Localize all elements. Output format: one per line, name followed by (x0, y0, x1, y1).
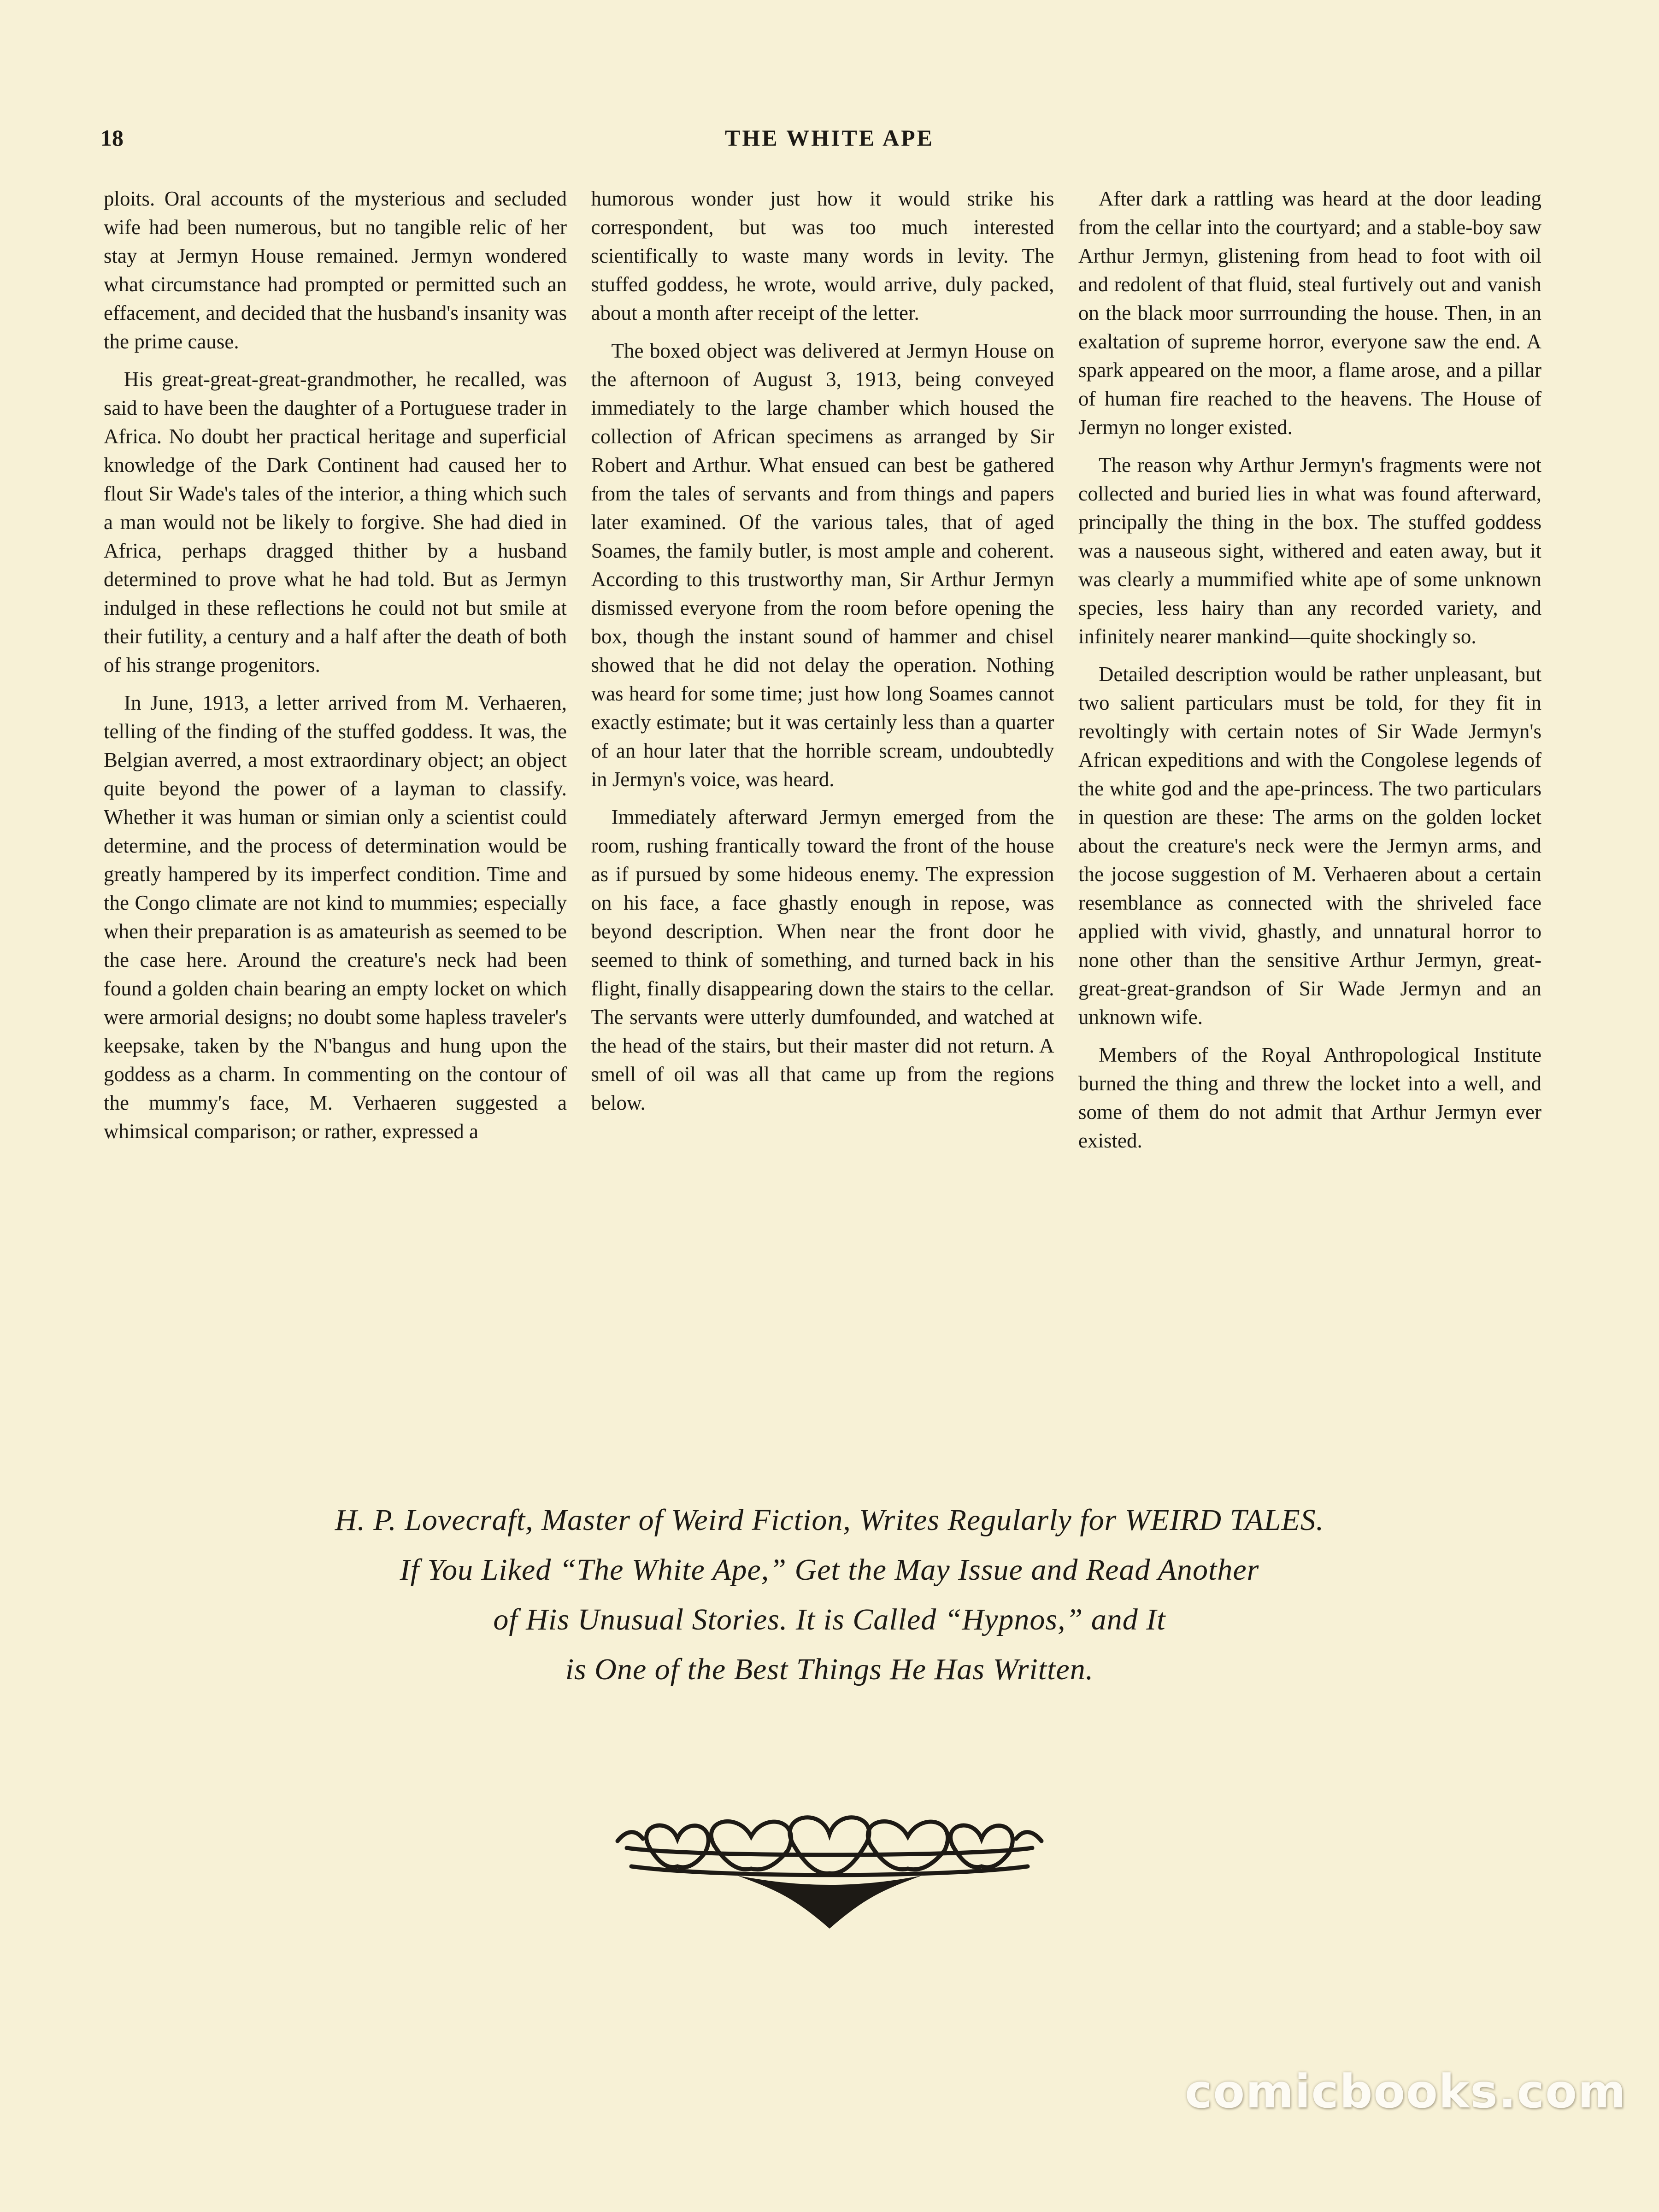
paragraph: Detailed description would be rather unpleasant, but two salient particulars must be told, for they fit in revoltingly with certain notes of Sir Wade Jermyn's African expeditions and with the Congolese legends of the white god and the ape-princess. The two particulars in question are these: The arms on the golden locket about the creature's neck were the Jermyn arms, and the jocose suggestion of M. Verhaeren about a certain resemblance as connected with the shriveled face applied with vivid, ghastly, and unnatural horror to none other than the sensitive Arthur Jermyn, great-great-great-grandson of Sir Wade Jermyn and an unknown wife. (1078, 663, 1541, 1029)
notice-line: is One of the Best Things He Has Written. (565, 1653, 1094, 1686)
notice-line: If You Liked “The White Ape,” Get the May Issue and Read Another (400, 1553, 1259, 1587)
notice-line: of His Unusual Stories. It is Called “Hypnos,” and It (493, 1603, 1166, 1636)
text-column-2 (591, 184, 1054, 1465)
paragraph: ploits. Oral accounts of the mysterious and secluded wife had been numerous, but no tangible relic of her stay at Jermyn House remained. Jermyn wondered what circumstance had prompted or permitted such an effacement, and decided that the husband's insanity was the prime cause. (104, 187, 567, 353)
paragraph: In June, 1913, a letter arrived from M. Verhaeren, telling of the finding of the stuffed goddess. It was, the Belgian averred, a most extraordinary object; an object quite beyond the power of a layman to classify. Whether it was human or simian only a scientist could determine, and the process of determination would be greatly hampered by its imperfect condition. Time and the Congo climate are not kind to mummies; especially when their preparation is as amateurish as seemed to be the case here. Around the creature's neck had been found a golden chain bearing an empty locket on which were armorial designs; no doubt some hapless traveler's keepsake, taken by the N'bangus and hung upon the goddess as a charm. In commenting on the contour of the mummy's face, M. Verhaeren suggested a whimsical comparison; or rather, expressed a (104, 691, 567, 1143)
paragraph: After dark a rattling was heard at the door leading from the cellar into the courtyard; and a stable-boy saw Arthur Jermyn, glistening from head to foot with oil and redolent of that fluid, steal furtively out and vanish on the black moor surrrounding the house. Then, in an exaltation of supreme horror, everyone saw the end. A spark appeared on the moor, a flame arose, and a pillar of human fire reached to the heavens. The House of Jermyn no longer existed. (1078, 187, 1541, 439)
watermark: comicbooks.com (1185, 2065, 1627, 2118)
text-column-1 (104, 184, 567, 1465)
running-title: THE WHITE APE (725, 125, 934, 151)
paragraph: Immediately afterward Jermyn emerged from the room, rushing frantically toward the front of the house as if pursued by some hideous enemy. The expression on his face, a face ghastly enough in repose, was beyond description. When near the front door he seemed to think of something, and turned back in his flight, finally disappearing down the stairs to the cellar. The servants were utterly dumfounded, and watched at the head of the stairs, but their master did not return. A smell of oil was all that came up from the regions below. (591, 806, 1054, 1114)
paragraph: humorous wonder just how it would strike his correspondent, but was too much interested scientifically to waste many words in levity. The stuffed goddess, he wrote, would arrive, duly packed, about a month after receipt of the letter. (591, 187, 1054, 324)
tailpiece-ornament-icon (599, 1797, 1060, 1936)
paragraph: The boxed object was delivered at Jermyn House on the afternoon of August 3, 1913, being conveyed immediately to the large chamber which housed the collection of African specimens as arranged by Sir Robert and Arthur. What ensued can best be gathered from the tales of servants and from things and papers later examined. Of the various tales, that of aged Soames, the family butler, is most ample and coherent. According to this trustworthy man, Sir Arthur Jermyn dismissed everyone from the room before opening the box, though the instant sound of hammer and chisel showed that he did not delay the operation. Nothing was heard for some time; just how long Soames cannot exactly estimate; but it was certainly less than a quarter of an hour later that the horrible scream, undoubtedly in Jermyn's voice, was heard. (591, 339, 1054, 791)
article-columns (104, 184, 1541, 1465)
author-notice (69, 1495, 1590, 1694)
page-number: 18 (100, 125, 124, 151)
paragraph: Members of the Royal Anthropological Institute burned the thing and threw the locket into a well, and some of them do not admit that Arthur Jermyn ever existed. (1078, 1043, 1541, 1152)
paragraph: The reason why Arthur Jermyn's fragments were not collected and buried lies in what was found afterward, principally the thing in the box. The stuffed goddess was a nauseous sight, withered and eaten away, but it was clearly a mummified white ape of some unknown species, less hairy than any recorded variety, and infinitely nearer mankind—quite shockingly so. (1078, 453, 1541, 648)
text-column-3 (1078, 184, 1541, 1465)
notice-line: H. P. Lovecraft, Master of Weird Fiction, Writes Regularly for WEIRD TALES. (335, 1503, 1324, 1537)
paragraph: His great-great-great-grandmother, he recalled, was said to have been the daughter of a Portuguese trader in Africa. No doubt her practical heritage and superficial knowledge of the Dark Continent had caused her to flout Sir Wade's tales of the interior, a thing which such a man would not be likely to forgive. She had died in Africa, perhaps dragged thither by a husband determined to prove what he had told. But as Jermyn indulged in these reflections he could not but smile at their futility, a century and a half after the death of both of his strange progenitors. (104, 368, 567, 677)
